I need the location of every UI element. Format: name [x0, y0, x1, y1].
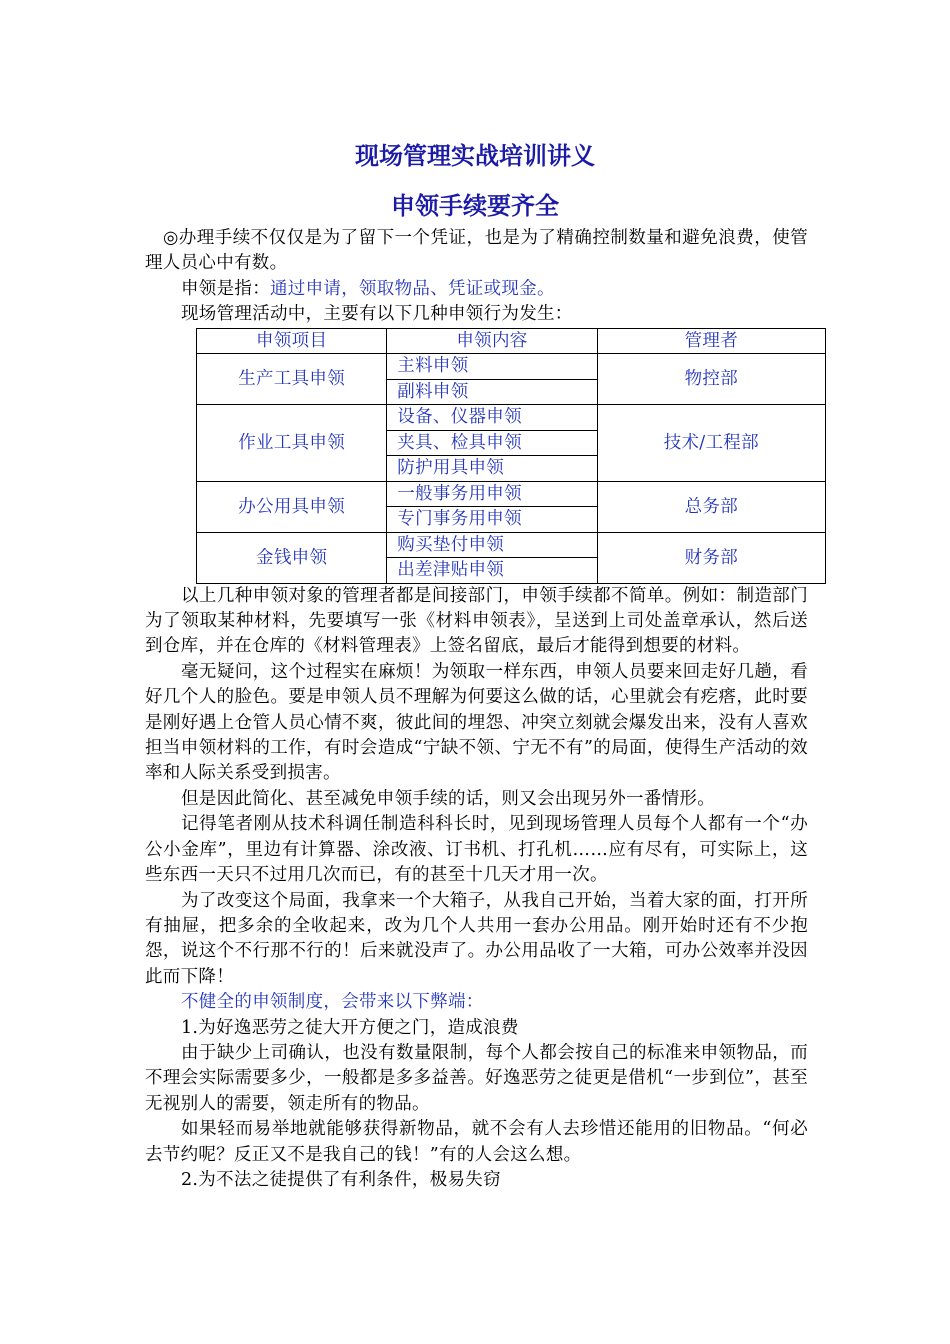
table-cell-manager: 技术/工程部	[597, 405, 825, 482]
table-lead: 现场管理活动中，主要有以下几种申领行为发生：	[181, 304, 573, 325]
intro-paragraph: ◎办理手续不仅仅是为了留下一个凭证，也是为了精确控制数量和避免浪费，使管理人员心中有数。	[145, 228, 808, 274]
table-header-row	[197, 328, 826, 354]
table-cell-content: 设备、仪器申领	[387, 405, 597, 431]
body-paragraph: 由于缺少上司确认，也没有数量限制，每个人都会按自己的标准来申领物品，而不理会实际需要多少，一般都是多多益善。好逸恶劳之徒更是借机“一步到位”，甚至无视别人的需要，领走所有的物品。	[145, 1042, 808, 1114]
drawbacks-heading: 不健全的申领制度，会带来以下弊端：	[181, 992, 484, 1013]
table-cell-item: 作业工具申领	[197, 405, 387, 482]
body-paragraph: 以上几种申领对象的管理者都是间接部门，申领手续都不简单。例如：制造部门为了领取某种材料，先要填写一张《材料申领表》，呈送到上司处盖章承认，然后送到仓库，并在仓库的《材料管理表》上签名留底，最后才能得到想要的材料。	[145, 585, 808, 657]
table-cell-content: 出差津贴申领	[387, 558, 597, 584]
body-paragraph: 记得笔者刚从技术科调任制造科科长时，见到现场管理人员每个人都有一个“办公小金库”，里边有计算器、涂改液、订书机、打孔机……应有尽有，可实际上，这些东西一天只不过用几次而已，有的甚至十几天才用一次。	[145, 814, 808, 886]
body-paragraph: 如果轻而易举地就能够获得新物品，就不会有人去珍惜还能用的旧物品。“何必去节约呢？反正又不是我自己的钱！”有的人会这么想。	[145, 1119, 808, 1165]
point-title: 2.为不法之徒提供了有利条件，极易失窃	[181, 1169, 501, 1190]
header-item: 申领项目	[197, 328, 387, 354]
header-content: 申领内容	[387, 328, 597, 354]
table-row	[197, 481, 826, 507]
table-cell-content: 副料申领	[387, 379, 597, 405]
table-cell-content: 夹具、检具申领	[387, 430, 597, 456]
table-cell-content: 一般事务用申领	[387, 481, 597, 507]
table-cell-manager: 财务部	[597, 532, 825, 583]
table-cell-item: 生产工具申领	[197, 354, 387, 405]
document-body	[145, 226, 808, 1193]
table-row	[197, 405, 826, 431]
table-cell-item: 金钱申领	[197, 532, 387, 583]
table-cell-content: 主料申领	[387, 354, 597, 380]
section-title: 申领手续要齐全	[391, 192, 559, 220]
body-paragraph: 为了改变这个局面，我拿来一个大箱子，从我自己开始，当着大家的面，打开所有抽屉，把多余的全收起来，改为几个人共用一套办公用品。刚开始时还有不少抱怨，说这个不行那不行的！后来就没声了。办公用品收了一大箱，可办公效率并没因此而下降！	[145, 890, 808, 987]
table-cell-manager: 总务部	[597, 481, 825, 532]
table-row	[197, 354, 826, 380]
document-title: 现场管理实战培训讲义	[355, 142, 595, 170]
requisition-table	[196, 328, 826, 584]
definition-text: 通过申请，领取物品、凭证或现金。	[270, 278, 555, 299]
table-cell-manager: 物控部	[597, 354, 825, 405]
definition-label: 申领是指：	[181, 278, 270, 299]
body-paragraph: 毫无疑问，这个过程实在麻烦！为领取一样东西，申领人员要来回走好几趟，看好几个人的脸色。要是申领人员不理解为何要这么做的话，心里就会有疙瘩，此时要是刚好遇上仓管人员心情不爽，彼此间的埋怨、冲突立刻就会爆发出来，没有人喜欢担当申领材料的工作，有时会造成“宁缺不领、宁无不有”的局面，使得生产活动的效率和人际关系受到损害。	[145, 661, 808, 784]
table-cell-content: 专门事务用申领	[387, 507, 597, 533]
point-title: 1.为好逸恶劳之徒大开方便之门，造成浪费	[181, 1017, 519, 1038]
table-cell-content: 购买垫付申领	[387, 532, 597, 558]
table-cell-item: 办公用具申领	[197, 481, 387, 532]
table-cell-content: 防护用具申领	[387, 456, 597, 482]
body-paragraph: 但是因此简化、甚至减免申领手续的话，则又会出现另外一番情形。	[181, 788, 715, 809]
table-row	[197, 532, 826, 558]
header-manager: 管理者	[597, 328, 825, 354]
definition-paragraph	[145, 277, 808, 302]
